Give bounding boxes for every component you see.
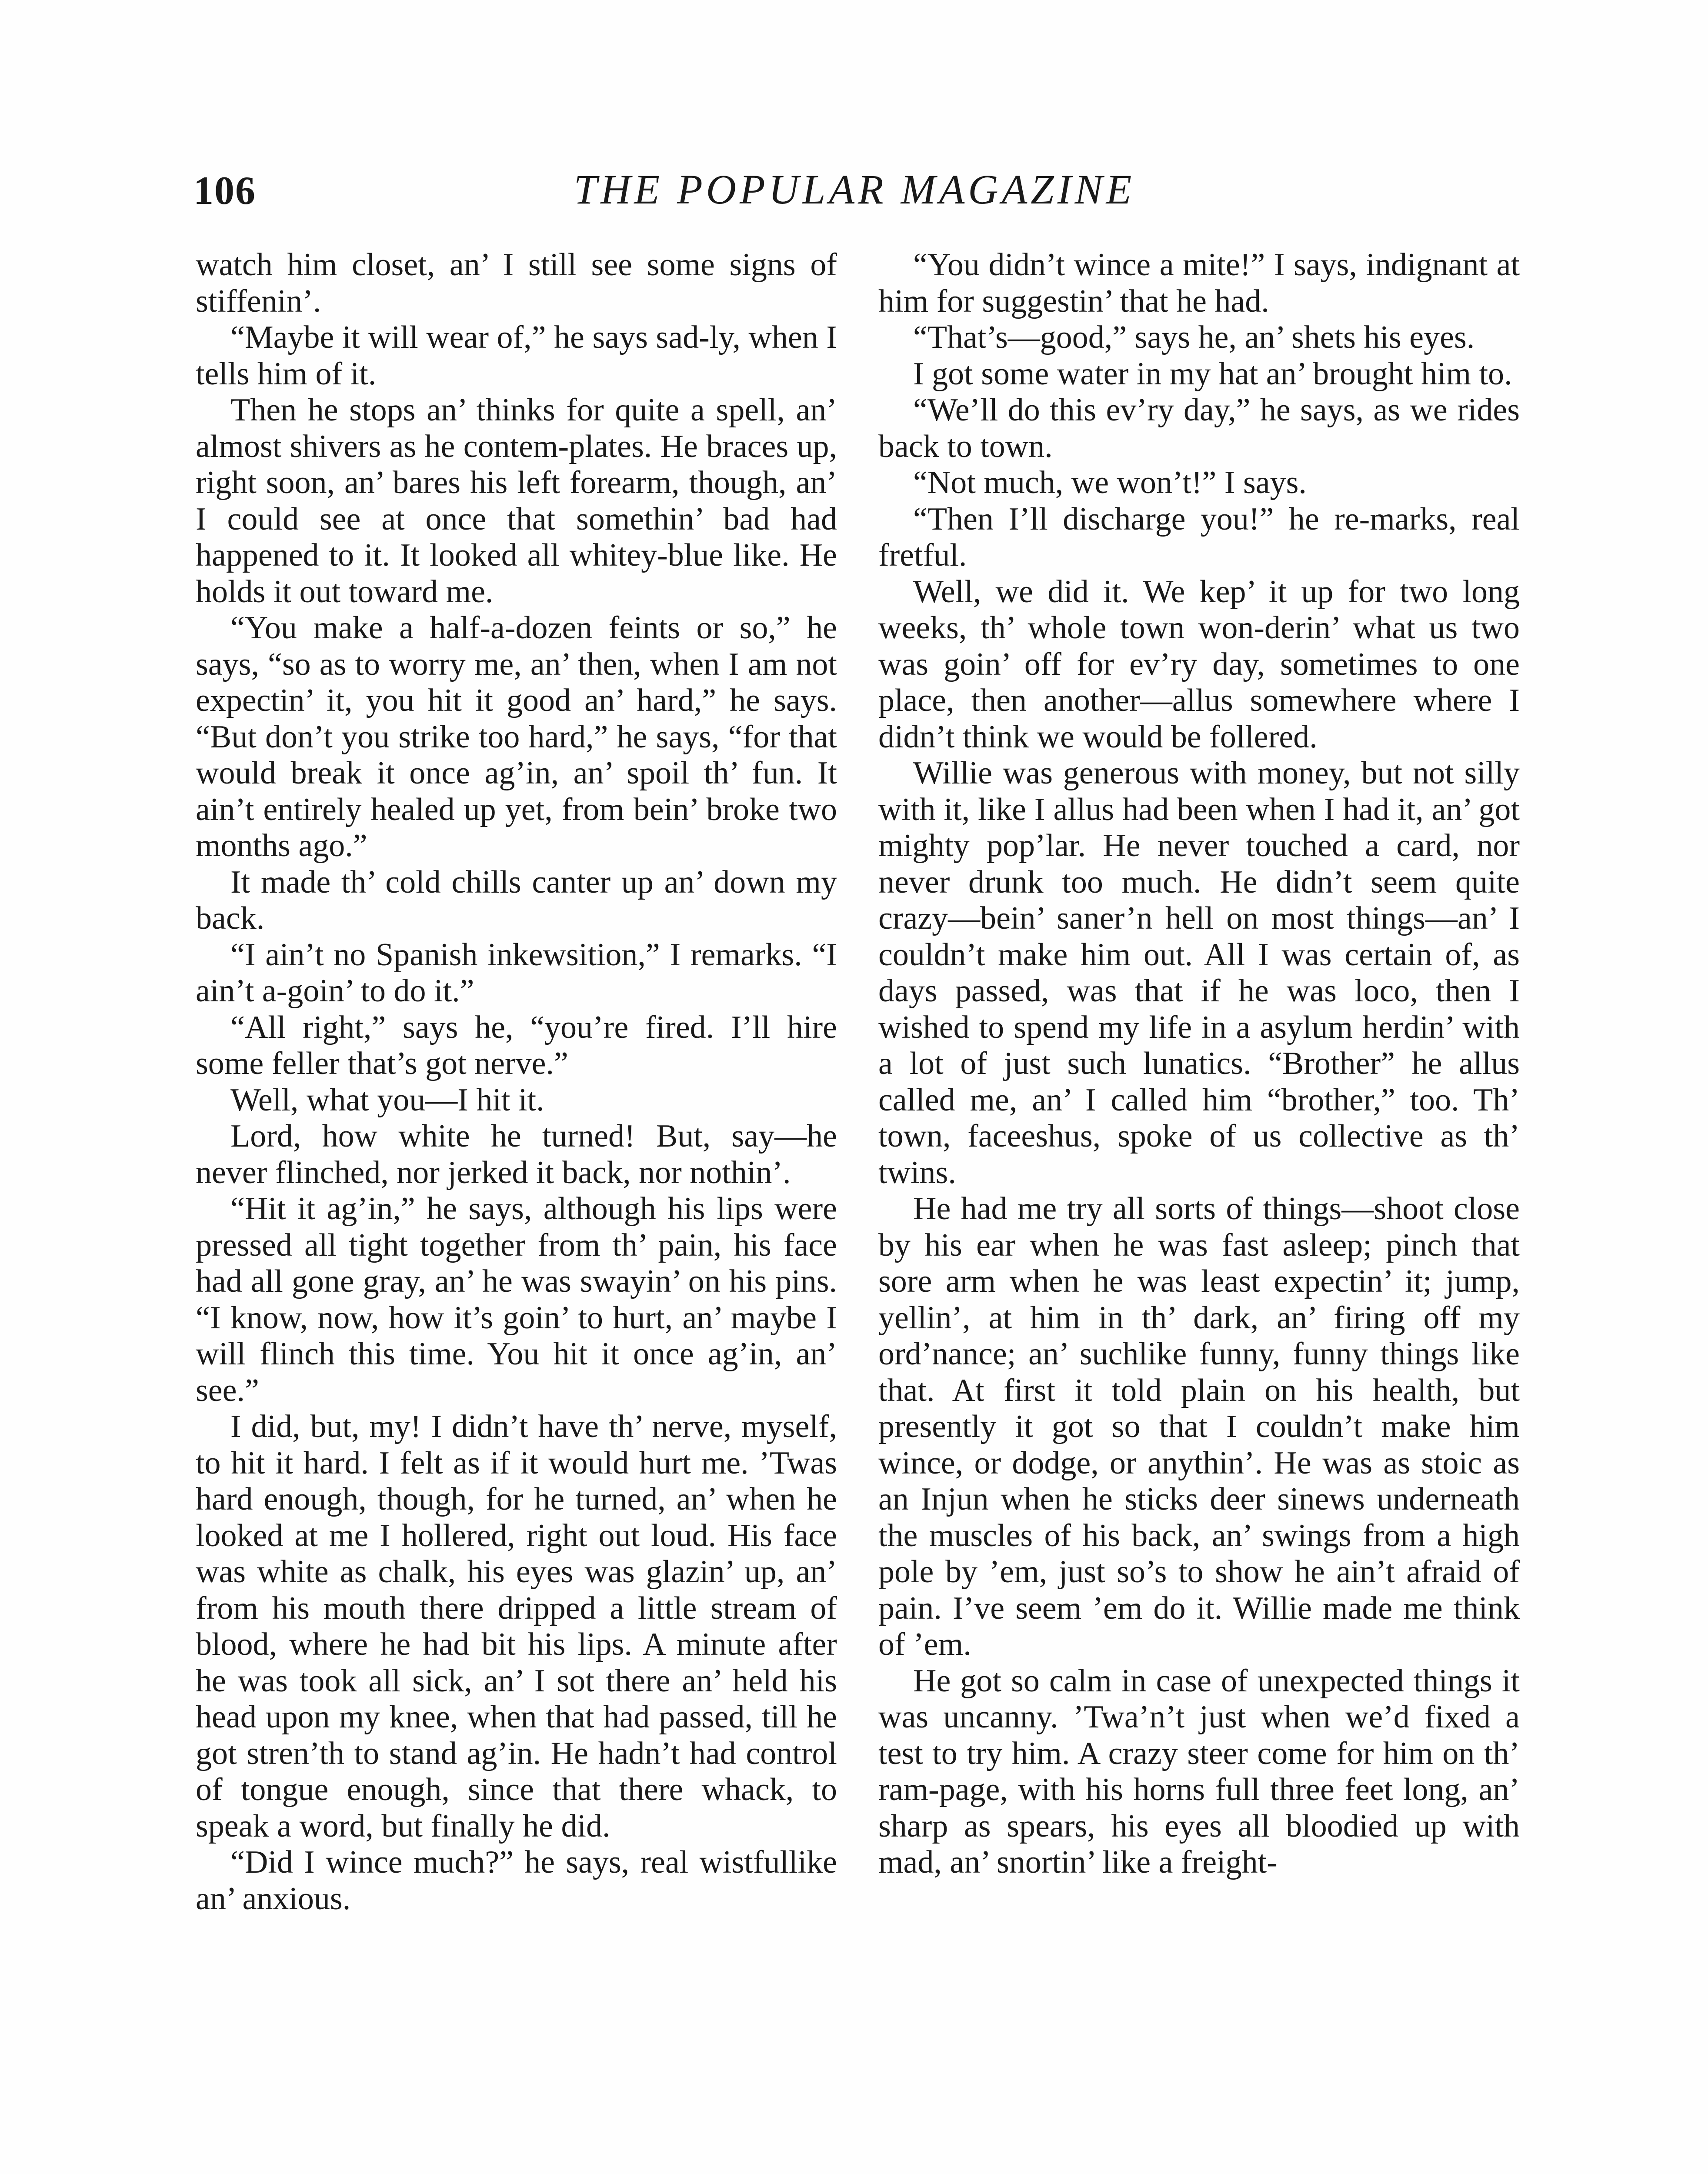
paragraph: “All right,” says he, “you’re fired. I’ll hire some feller that’s got nerve.”: [196, 1009, 837, 1081]
paragraph: “Then I’ll discharge you!” he re-marks, real fretful.: [878, 501, 1520, 573]
paragraph: Then he stops an’ thinks for quite a spell, an’ almost shivers as he contem-plates. He braces up, right soon, an’ bares his left forearm, though, an’ I could see at once that somethin’ bad had happened to it. It looked all whitey-blue like. He holds it out toward me.: [196, 392, 837, 610]
paragraph: “Did I wince much?” he says, real wistfullike an’ anxious.: [196, 1844, 837, 1917]
paragraph: I did, but, my! I didn’t have th’ nerve, myself, to hit it hard. I felt as if it would hurt me. ’Twas hard enough, though, for he turned, an’ when he looked at me I hollered, right out loud. His face was white as chalk, his eyes was glazin’ up, an’ from his mouth there dripped a little stream of blood, where he had bit his lips. A minute after he was took all sick, an’ I sot there an’ held his head upon my knee, when that had passed, till he got stren’th to stand ag’in. He hadn’t had control of tongue enough, since that there whack, to speak a word, but finally he did.: [196, 1409, 837, 1844]
left-column: [196, 247, 837, 1917]
page-number: 106: [193, 168, 256, 213]
page-header: [193, 157, 1515, 226]
paragraph: He got so calm in case of unexpected things it was uncanny. ’Twa’n’t just when we’d fixed a test to try him. A crazy steer come for him on th’ ram-page, with his horns full three feet long, an’ sharp as spears, his eyes all bloodied up with mad, an’ snortin’ like a freight-: [878, 1663, 1520, 1880]
paragraph: Well, what you—I hit it.: [230, 1082, 544, 1118]
paragraph: “You make a half-a-dozen feints or so,” he says, “so as to worry me, an’ then, when I am not expectin’ it, you hit it good an’ hard,” he says. “But don’t you strike too hard,” he says, “for that would break it once ag’in, an’ spoil th’ fun. It ain’t entirely healed up yet, from bein’ broke two months ago.”: [196, 610, 837, 864]
paragraph: I got some water in my hat an’ brought him to.: [913, 356, 1512, 392]
paragraph: “Maybe it will wear of,” he says sad-ly, when I tells him of it.: [196, 320, 837, 392]
paragraph: He had me try all sorts of things—shoot close by his ear when he was fast asleep; pinch that sore arm when he was least expectin’ it; jump, yellin’, at him in th’ dark, an’ firing off my ord’nance; an’ suchlike funny, funny things like that. At first it told plain on his health, but presently it got so that I couldn’t make him wince, or dodge, or anythin’. He was as stoic as an Injun when he sticks deer sinews underneath the muscles of his back, an’ swings from a high pole by ’em, just so’s to show he ain’t afraid of pain. I’ve seem ’em do it. Willie made me think of ’em.: [878, 1191, 1520, 1662]
paragraph: “Hit it ag’in,” he says, although his lips were pressed all tight together from th’ pain, his face had all gone gray, an’ he was swayin’ on his pins. “I know, now, how it’s goin’ to hurt, an’ maybe I will flinch this time. You hit it once ag’in, an’ see.”: [196, 1191, 837, 1408]
paragraph: watch him closet, an’ I still see some signs of stiffenin’.: [196, 247, 837, 319]
paragraph: “We’ll do this ev’ry day,” he says, as we rides back to town.: [878, 392, 1520, 464]
paragraph: “That’s—good,” says he, an’ shets his eyes.: [913, 320, 1475, 355]
paragraph: “I ain’t no Spanish inkewsition,” I remarks. “I ain’t a-goin’ to do it.”: [196, 937, 837, 1009]
paragraph: Well, we did it. We kep’ it up for two long weeks, th’ whole town won-derin’ what us two was goin’ off for ev’ry day, sometimes to one place, then another—allus somewhere where I didn’t think we would be follered.: [878, 574, 1520, 755]
paragraph: “You didn’t wince a mite!” I says, indignant at him for suggestin’ that he had.: [878, 247, 1520, 319]
paragraph: It made th’ cold chills canter up an’ down my back.: [196, 864, 837, 936]
paragraph: Lord, how white he turned! But, say—he never flinched, nor jerked it back, nor nothin’.: [196, 1118, 837, 1190]
running-title: THE POPULAR MAGAZINE: [574, 166, 1135, 213]
paragraph: Willie was generous with money, but not silly with it, like I allus had been when I had it, an’ got mighty pop’lar. He never touched a card, nor never drunk too much. He didn’t seem quite crazy—bein’ saner’n hell on most things—an’ I couldn’t make him out. All I was certain of, as days passed, was that if he was loco, then I wished to spend my life in a asylum herdin’ with a lot of just such lunatics. “Brother” he allus called me, an’ I called him “brother,” too. Th’ town, faceeshus, spoke of us collective as th’ twins.: [878, 755, 1520, 1190]
right-column: [878, 247, 1520, 1881]
paragraph: “Not much, we won’t!” I says.: [913, 465, 1307, 500]
